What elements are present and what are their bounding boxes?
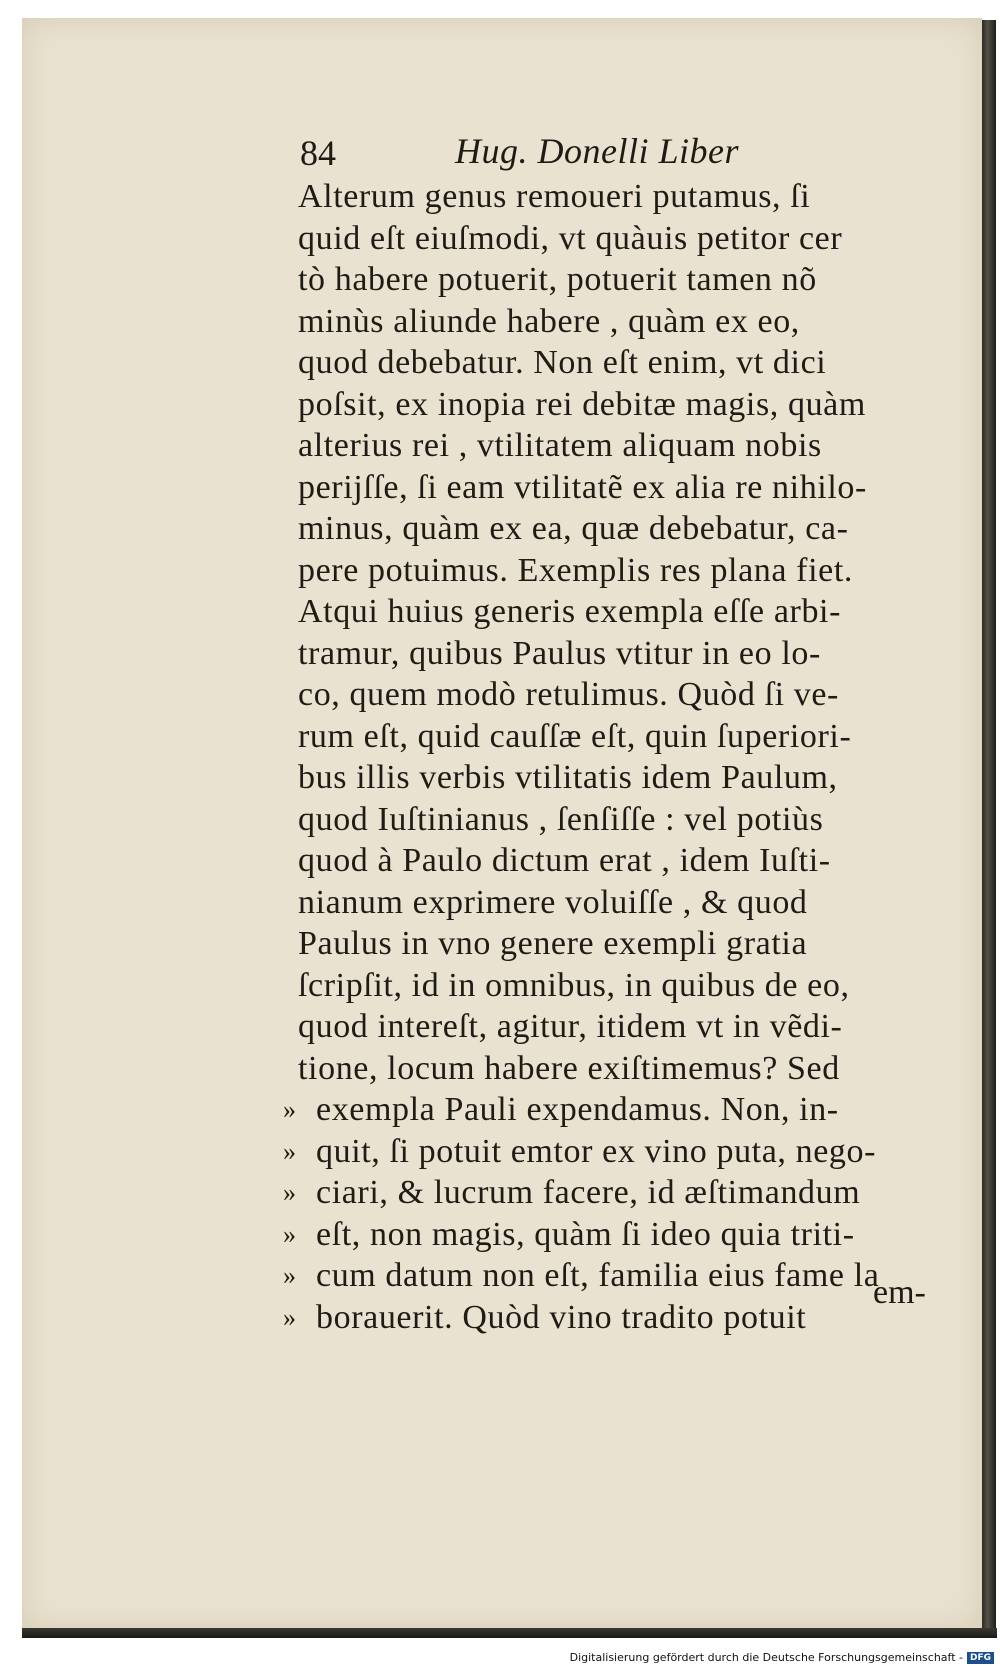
text-line bbox=[283, 301, 983, 343]
text-line bbox=[283, 965, 983, 1007]
text-line bbox=[283, 259, 983, 301]
text-line bbox=[283, 342, 983, 384]
text-line bbox=[283, 1131, 983, 1173]
text-line-content: tò habere potuerit, potuerit tamen nõ bbox=[298, 261, 817, 298]
text-line bbox=[283, 882, 983, 924]
text-line bbox=[283, 716, 983, 758]
text-line bbox=[283, 1089, 983, 1131]
text-line-content: minus, quàm ex ea, quæ debebatur, ca- bbox=[298, 510, 849, 547]
text-line bbox=[283, 674, 983, 716]
page-header bbox=[300, 124, 940, 174]
text-line bbox=[283, 467, 983, 509]
text-line-content: Alterum genus remoueri putamus, ſi bbox=[298, 178, 811, 215]
running-title: Hug. Donelli Liber bbox=[455, 131, 739, 171]
text-line-content: quod debebatur. Non eſt enim, vt dici bbox=[298, 344, 827, 381]
text-line-content: eſt, non magis, quàm ſi ideo quia triti- bbox=[316, 1215, 855, 1253]
text-line bbox=[283, 1048, 983, 1090]
page-number: 84 bbox=[300, 133, 336, 173]
text-line-content: poſsit, ex inopia rei debitæ magis, quàm bbox=[298, 385, 866, 423]
quote-mark: » bbox=[283, 1261, 297, 1290]
quote-mark: » bbox=[283, 1095, 297, 1124]
footer-text: Digitalisierung gefördert durch die Deutsche Forschungsgemeinschaft - bbox=[569, 1651, 963, 1664]
text-line-content: exempla Pauli expendamus. Non, in- bbox=[316, 1091, 839, 1128]
text-line bbox=[283, 840, 983, 882]
text-line bbox=[283, 1214, 983, 1256]
text-line-content: quit, ſi potuit emtor ex vino puta, nego- bbox=[316, 1132, 877, 1170]
text-line-content: quod Iuſtinianus , ſenſiſſe : vel potiùs bbox=[298, 800, 824, 838]
text-line bbox=[283, 425, 983, 467]
footer-credit bbox=[570, 1651, 994, 1664]
text-line-content: pere potuimus. Exemplis res plana fiet. bbox=[298, 551, 853, 589]
text-line-content: nianum exprimere voluiſſe , & quod bbox=[298, 883, 808, 921]
text-line bbox=[283, 799, 983, 841]
text-line-content: Paulus in vno genere exempli gratia bbox=[298, 925, 808, 962]
text-line-content: alterius rei , vtilitatem aliquam nobis bbox=[298, 427, 822, 464]
text-line-content: rum eſt, quid cauſſæ eſt, quin ſuperiori- bbox=[298, 717, 852, 755]
text-line bbox=[283, 923, 983, 965]
text-line bbox=[283, 633, 983, 675]
page-bottom-edge bbox=[22, 1628, 997, 1638]
text-line bbox=[283, 508, 983, 550]
text-line-content: cum datum non eſt, familia eius fame la bbox=[316, 1257, 880, 1294]
text-line bbox=[283, 550, 983, 592]
text-line-content: quid eſt eiuſmodi, vt quàuis petitor cer bbox=[298, 219, 843, 257]
quote-mark: » bbox=[283, 1219, 297, 1249]
text-line-content: ſcripſit, id in omnibus, in quibus de eo, bbox=[298, 966, 850, 1004]
text-line-content: tramur, quibus Paulus vtitur in eo lo- bbox=[298, 634, 821, 672]
catchword: em- bbox=[873, 1274, 926, 1311]
text-line bbox=[283, 218, 983, 260]
quote-mark: » bbox=[283, 1302, 297, 1332]
text-line bbox=[283, 591, 983, 633]
page-edge bbox=[982, 20, 996, 1630]
text-line bbox=[283, 1172, 983, 1214]
text-line-content: quod à Paulo dictum erat , idem Iuſti- bbox=[298, 842, 831, 879]
text-line-content: borauerit. Quòd vino tradito potuit bbox=[316, 1298, 807, 1336]
text-line-content: quod intereſt, agitur, itidem vt in vẽdi- bbox=[298, 1008, 843, 1045]
text-line bbox=[283, 176, 983, 218]
quote-mark: » bbox=[283, 1136, 297, 1166]
quote-mark: » bbox=[283, 1178, 297, 1207]
text-line-content: perijſſe, ſi eam vtilitatẽ ex alia re nihilo- bbox=[298, 468, 867, 506]
text-line-content: ciari, & lucrum facere, id æſtimandum bbox=[316, 1174, 861, 1211]
text-line bbox=[283, 1006, 983, 1048]
body-text bbox=[283, 176, 983, 1338]
dfg-logo: DFG bbox=[967, 1652, 994, 1664]
text-line bbox=[283, 757, 983, 799]
text-line-content: bus illis verbis vtilitatis idem Paulum, bbox=[298, 759, 838, 796]
text-line-content: co, quem modò retulimus. Quòd ſi ve- bbox=[298, 676, 839, 713]
text-line-content: Atqui huius generis exempla eſſe arbi- bbox=[298, 593, 842, 630]
text-line-content: tione, locum habere exiſtimemus? Sed bbox=[298, 1049, 840, 1087]
text-line-content: minùs aliunde habere , quàm ex eo, bbox=[298, 302, 800, 340]
text-line bbox=[283, 384, 983, 426]
